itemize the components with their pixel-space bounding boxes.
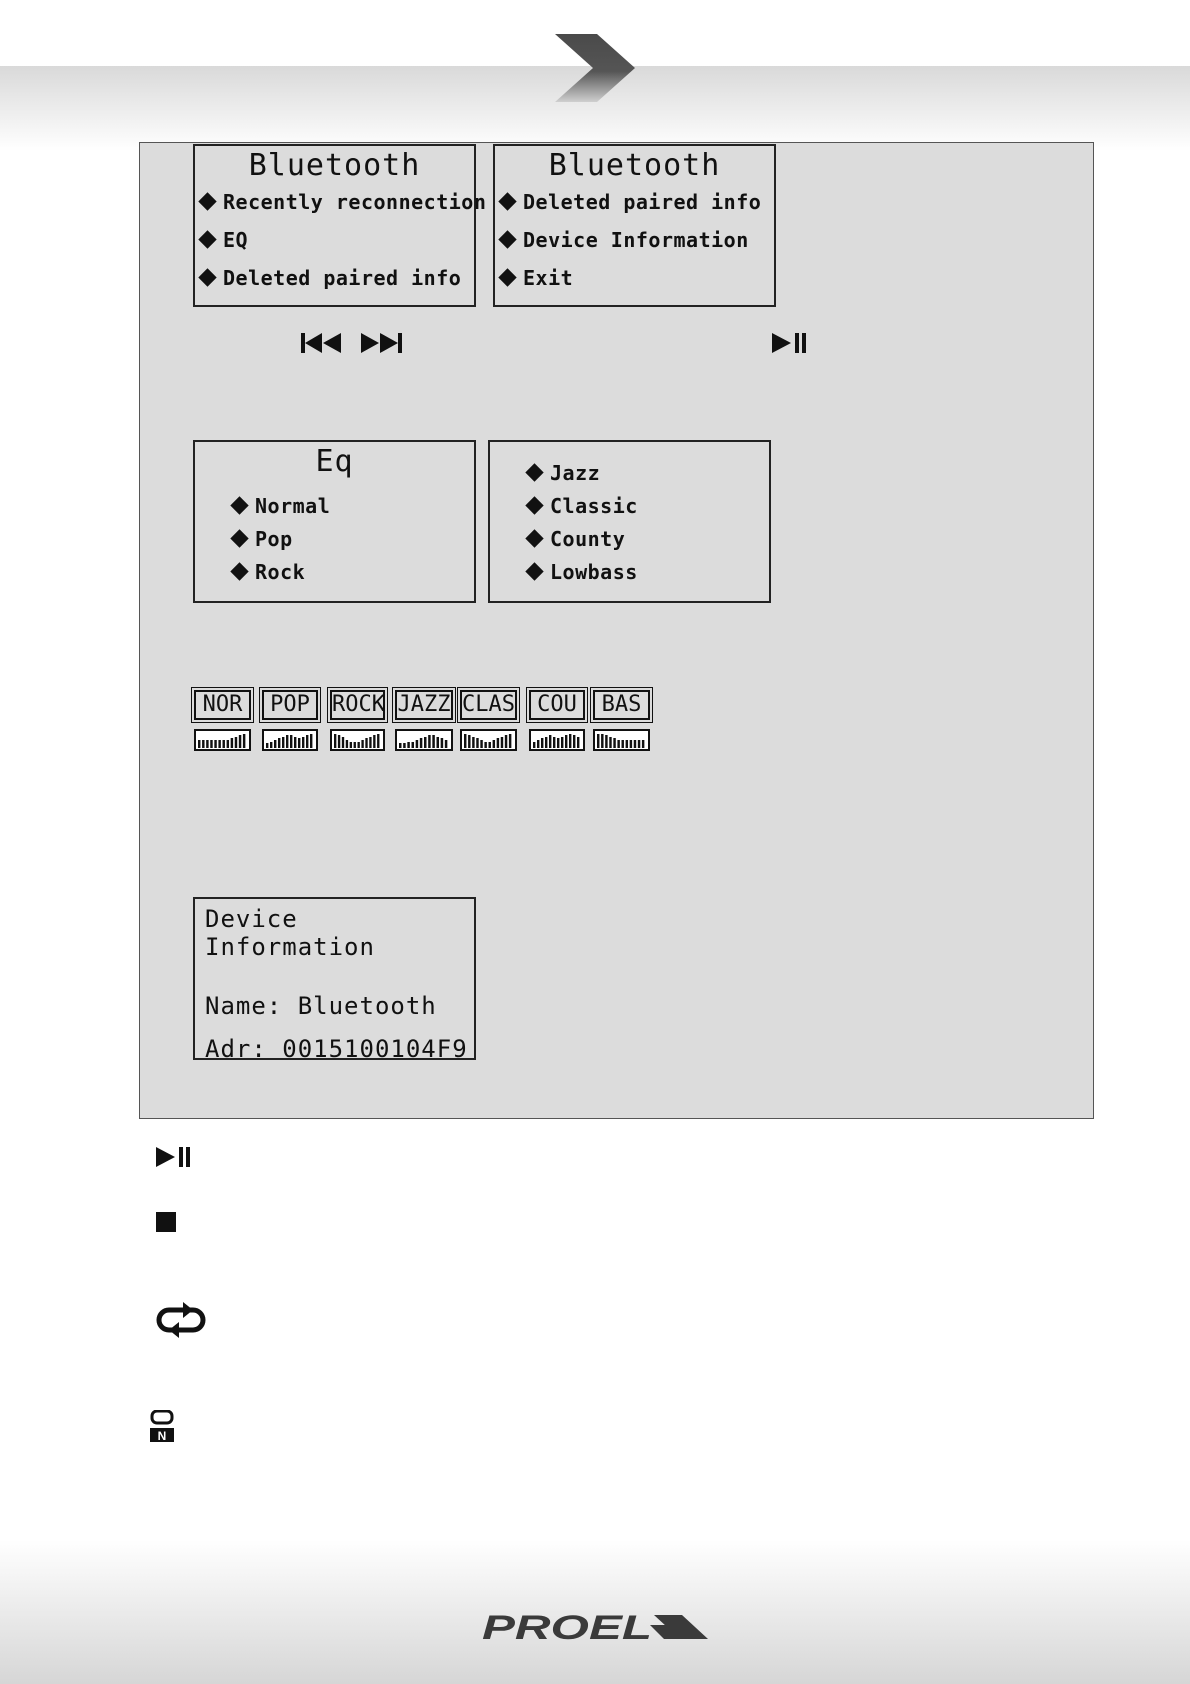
diamond-bullet-icon: [230, 496, 248, 514]
eq-curve-band: [373, 735, 375, 748]
eq-preset-label: JAZZ: [395, 690, 453, 720]
device-info-title: Device Information: [205, 905, 375, 961]
eq-curve-graphic: [194, 729, 251, 751]
eq-curve-band: [557, 738, 559, 748]
menu-item-label: Pop: [255, 527, 293, 551]
eq-curve-band: [223, 740, 225, 748]
eq-curve-band: [198, 740, 200, 748]
eq-curve-band: [290, 735, 292, 748]
eq-curve-band: [484, 742, 486, 748]
eq-curve-band: [239, 735, 241, 748]
eq-curve-band: [214, 740, 216, 748]
eq-curve-band: [342, 737, 344, 748]
eq-curve-band: [626, 740, 628, 748]
diamond-bullet-icon: [525, 562, 543, 580]
eq-curve-band: [416, 740, 419, 748]
diamond-bullet-icon: [198, 230, 216, 248]
eq-curve-band: [597, 734, 599, 748]
eq-curve-band: [302, 737, 304, 748]
eq-curve-band: [369, 737, 371, 748]
menu-item: [499, 228, 749, 252]
eq-curve-band: [622, 740, 624, 748]
eq-curve-band: [437, 737, 440, 748]
figure-panel: [139, 142, 1094, 1119]
stop-icon: [156, 1212, 176, 1232]
eq-curve-band: [210, 740, 212, 748]
eq-curve-band: [306, 735, 308, 748]
menu-item-label: Rock: [255, 560, 306, 584]
menu-item: [526, 494, 638, 518]
eq-curve-band: [227, 740, 229, 748]
eq-curve-band: [464, 734, 466, 748]
mode-icon-letter: N: [157, 1429, 167, 1443]
eq-curve-band: [561, 737, 563, 748]
eq-curve-band: [278, 738, 280, 748]
eq-curve-band: [493, 740, 495, 748]
skip-previous-icon: [301, 332, 343, 354]
eq-curve-band: [541, 738, 543, 748]
eq-curve-band: [533, 742, 535, 748]
menu-item: [199, 190, 486, 214]
eq-curve-band: [505, 735, 507, 748]
eq-curve-band: [630, 740, 632, 748]
eq-preset-label: CLAS: [460, 690, 517, 720]
menu-item: [526, 560, 638, 584]
eq-curve-band: [441, 738, 444, 748]
menu-item: [499, 266, 573, 290]
diamond-bullet-icon: [525, 463, 543, 481]
eq-curve-band: [642, 740, 644, 748]
eq-curve-graphic: [330, 729, 385, 751]
device-name-line: Name: Bluetooth: [205, 992, 437, 1020]
eq-curve-band: [497, 738, 499, 748]
eq-curve-band: [235, 737, 237, 748]
menu-item: [526, 527, 625, 551]
eq-menu-screen-2: [488, 440, 771, 603]
diamond-bullet-icon: [498, 230, 516, 248]
diamond-bullet-icon: [525, 529, 543, 547]
diamond-bullet-icon: [498, 192, 516, 210]
eq-curve-band: [350, 742, 352, 748]
menu-item-label: Exit: [523, 266, 574, 290]
menu-item: [231, 494, 330, 518]
diamond-bullet-icon: [230, 562, 248, 580]
eq-curve-band: [569, 734, 571, 748]
eq-curve-band: [243, 734, 245, 748]
eq-menu-screen-1: [193, 440, 476, 603]
repeat-icon: [155, 1302, 207, 1338]
eq-curve-band: [354, 742, 356, 748]
eq-curve-band: [609, 737, 611, 748]
eq-curve-band: [420, 738, 423, 748]
eq-curve-band: [358, 742, 360, 748]
eq-curve-band: [613, 738, 615, 748]
eq-curve-band: [428, 735, 431, 748]
eq-curve-band: [634, 740, 636, 748]
menu-item-label: Recently reconnection: [223, 190, 487, 214]
eq-preset-label: NOR: [194, 690, 251, 720]
brand-logo-text: PROEL: [482, 1609, 652, 1647]
diamond-bullet-icon: [230, 529, 248, 547]
eq-curve-band: [480, 740, 482, 748]
eq-curve-band: [338, 735, 340, 748]
diamond-bullet-icon: [498, 268, 516, 286]
eq-curve-band: [549, 735, 551, 748]
eq-curve-band: [501, 737, 503, 748]
menu-item-label: EQ: [223, 228, 249, 252]
menu-item-label: Lowbass: [550, 560, 638, 584]
eq-curve-band: [617, 740, 619, 748]
eq-curve-band: [286, 735, 288, 748]
menu-item: [231, 527, 293, 551]
eq-curve-band: [270, 742, 272, 748]
menu-item-label: Normal: [255, 494, 331, 518]
eq-curve-band: [218, 740, 220, 748]
eq-curve-band: [346, 740, 348, 748]
eq-curve-band: [565, 735, 567, 748]
eq-curve-band: [202, 740, 204, 748]
eq-curve-band: [407, 742, 410, 748]
menu-item-label: County: [550, 527, 626, 551]
play-pause-icon: [772, 332, 808, 354]
diamond-bullet-icon: [198, 268, 216, 286]
eq-curve-band: [432, 735, 435, 748]
eq-curve-band: [403, 743, 406, 748]
eq-curve-band: [601, 734, 603, 748]
menu-item-label: Deleted paired info: [223, 266, 462, 290]
eq-curve-band: [476, 738, 478, 748]
menu-item: [526, 461, 600, 485]
device-info-screen: [193, 897, 476, 1063]
eq-curve-band: [231, 738, 233, 748]
eq-curve-band: [468, 735, 470, 748]
eq-preset-label: BAS: [593, 690, 650, 720]
diamond-bullet-icon: [525, 496, 543, 514]
eq-curve-band: [489, 742, 491, 748]
eq-curve-graphic: [460, 729, 517, 751]
eq-curve-band: [445, 740, 448, 748]
eq-curve-graphic: [529, 729, 585, 751]
eq-curve-graphic: [395, 729, 453, 751]
brand-logo: [482, 1605, 712, 1649]
eq-curve-band: [412, 742, 415, 748]
eq-preset-label: COU: [529, 690, 585, 720]
eq-curve-band: [294, 737, 296, 748]
device-address-line: Adr: 0015100104F9: [205, 1035, 468, 1063]
eq-curve-band: [298, 738, 300, 748]
eq-curve-band: [282, 737, 284, 748]
eq-curve-band: [638, 740, 640, 748]
screen-title: Bluetooth: [548, 148, 721, 183]
eq-curve-band: [553, 737, 555, 748]
menu-item-label: Deleted paired info: [523, 190, 762, 214]
eq-curve-band: [310, 734, 312, 748]
eq-curve-band: [399, 743, 402, 748]
eq-curve-band: [361, 740, 363, 748]
bluetooth-menu-screen-1: [193, 144, 487, 307]
screen-title: Bluetooth: [248, 148, 421, 183]
play-pause-icon: [156, 1146, 192, 1168]
bluetooth-menu-screen-2: [493, 144, 776, 307]
menu-item-label: Jazz: [550, 461, 601, 485]
menu-item: [199, 266, 461, 290]
mode-icon: [150, 1410, 176, 1444]
eq-curve-band: [545, 737, 547, 748]
menu-item: [199, 228, 248, 252]
eq-curve-band: [334, 734, 336, 748]
eq-curve-band: [605, 735, 607, 748]
menu-item: [231, 560, 305, 584]
eq-curve-band: [274, 740, 276, 748]
eq-curve-band: [537, 740, 539, 748]
menu-item-label: Classic: [550, 494, 638, 518]
menu-item: [499, 190, 761, 214]
eq-curve-band: [472, 737, 474, 748]
eq-curve-band: [377, 734, 379, 748]
eq-curve-band: [509, 734, 511, 748]
eq-preset-label: ROCK: [330, 690, 385, 720]
eq-curve-graphic: [593, 729, 650, 751]
eq-curve-band: [266, 743, 268, 748]
eq-preset-label: POP: [262, 690, 318, 720]
screen-title: Eq: [315, 444, 354, 479]
eq-curve-band: [365, 738, 367, 748]
eq-curve-band: [577, 737, 579, 748]
skip-next-icon: [361, 332, 403, 354]
eq-curve-band: [424, 737, 427, 748]
chevron-icon: [555, 34, 635, 104]
menu-item-label: Device Information: [523, 228, 749, 252]
eq-curve-band: [573, 735, 575, 748]
eq-curve-band: [206, 740, 208, 748]
diamond-bullet-icon: [198, 192, 216, 210]
eq-curve-graphic: [262, 729, 318, 751]
